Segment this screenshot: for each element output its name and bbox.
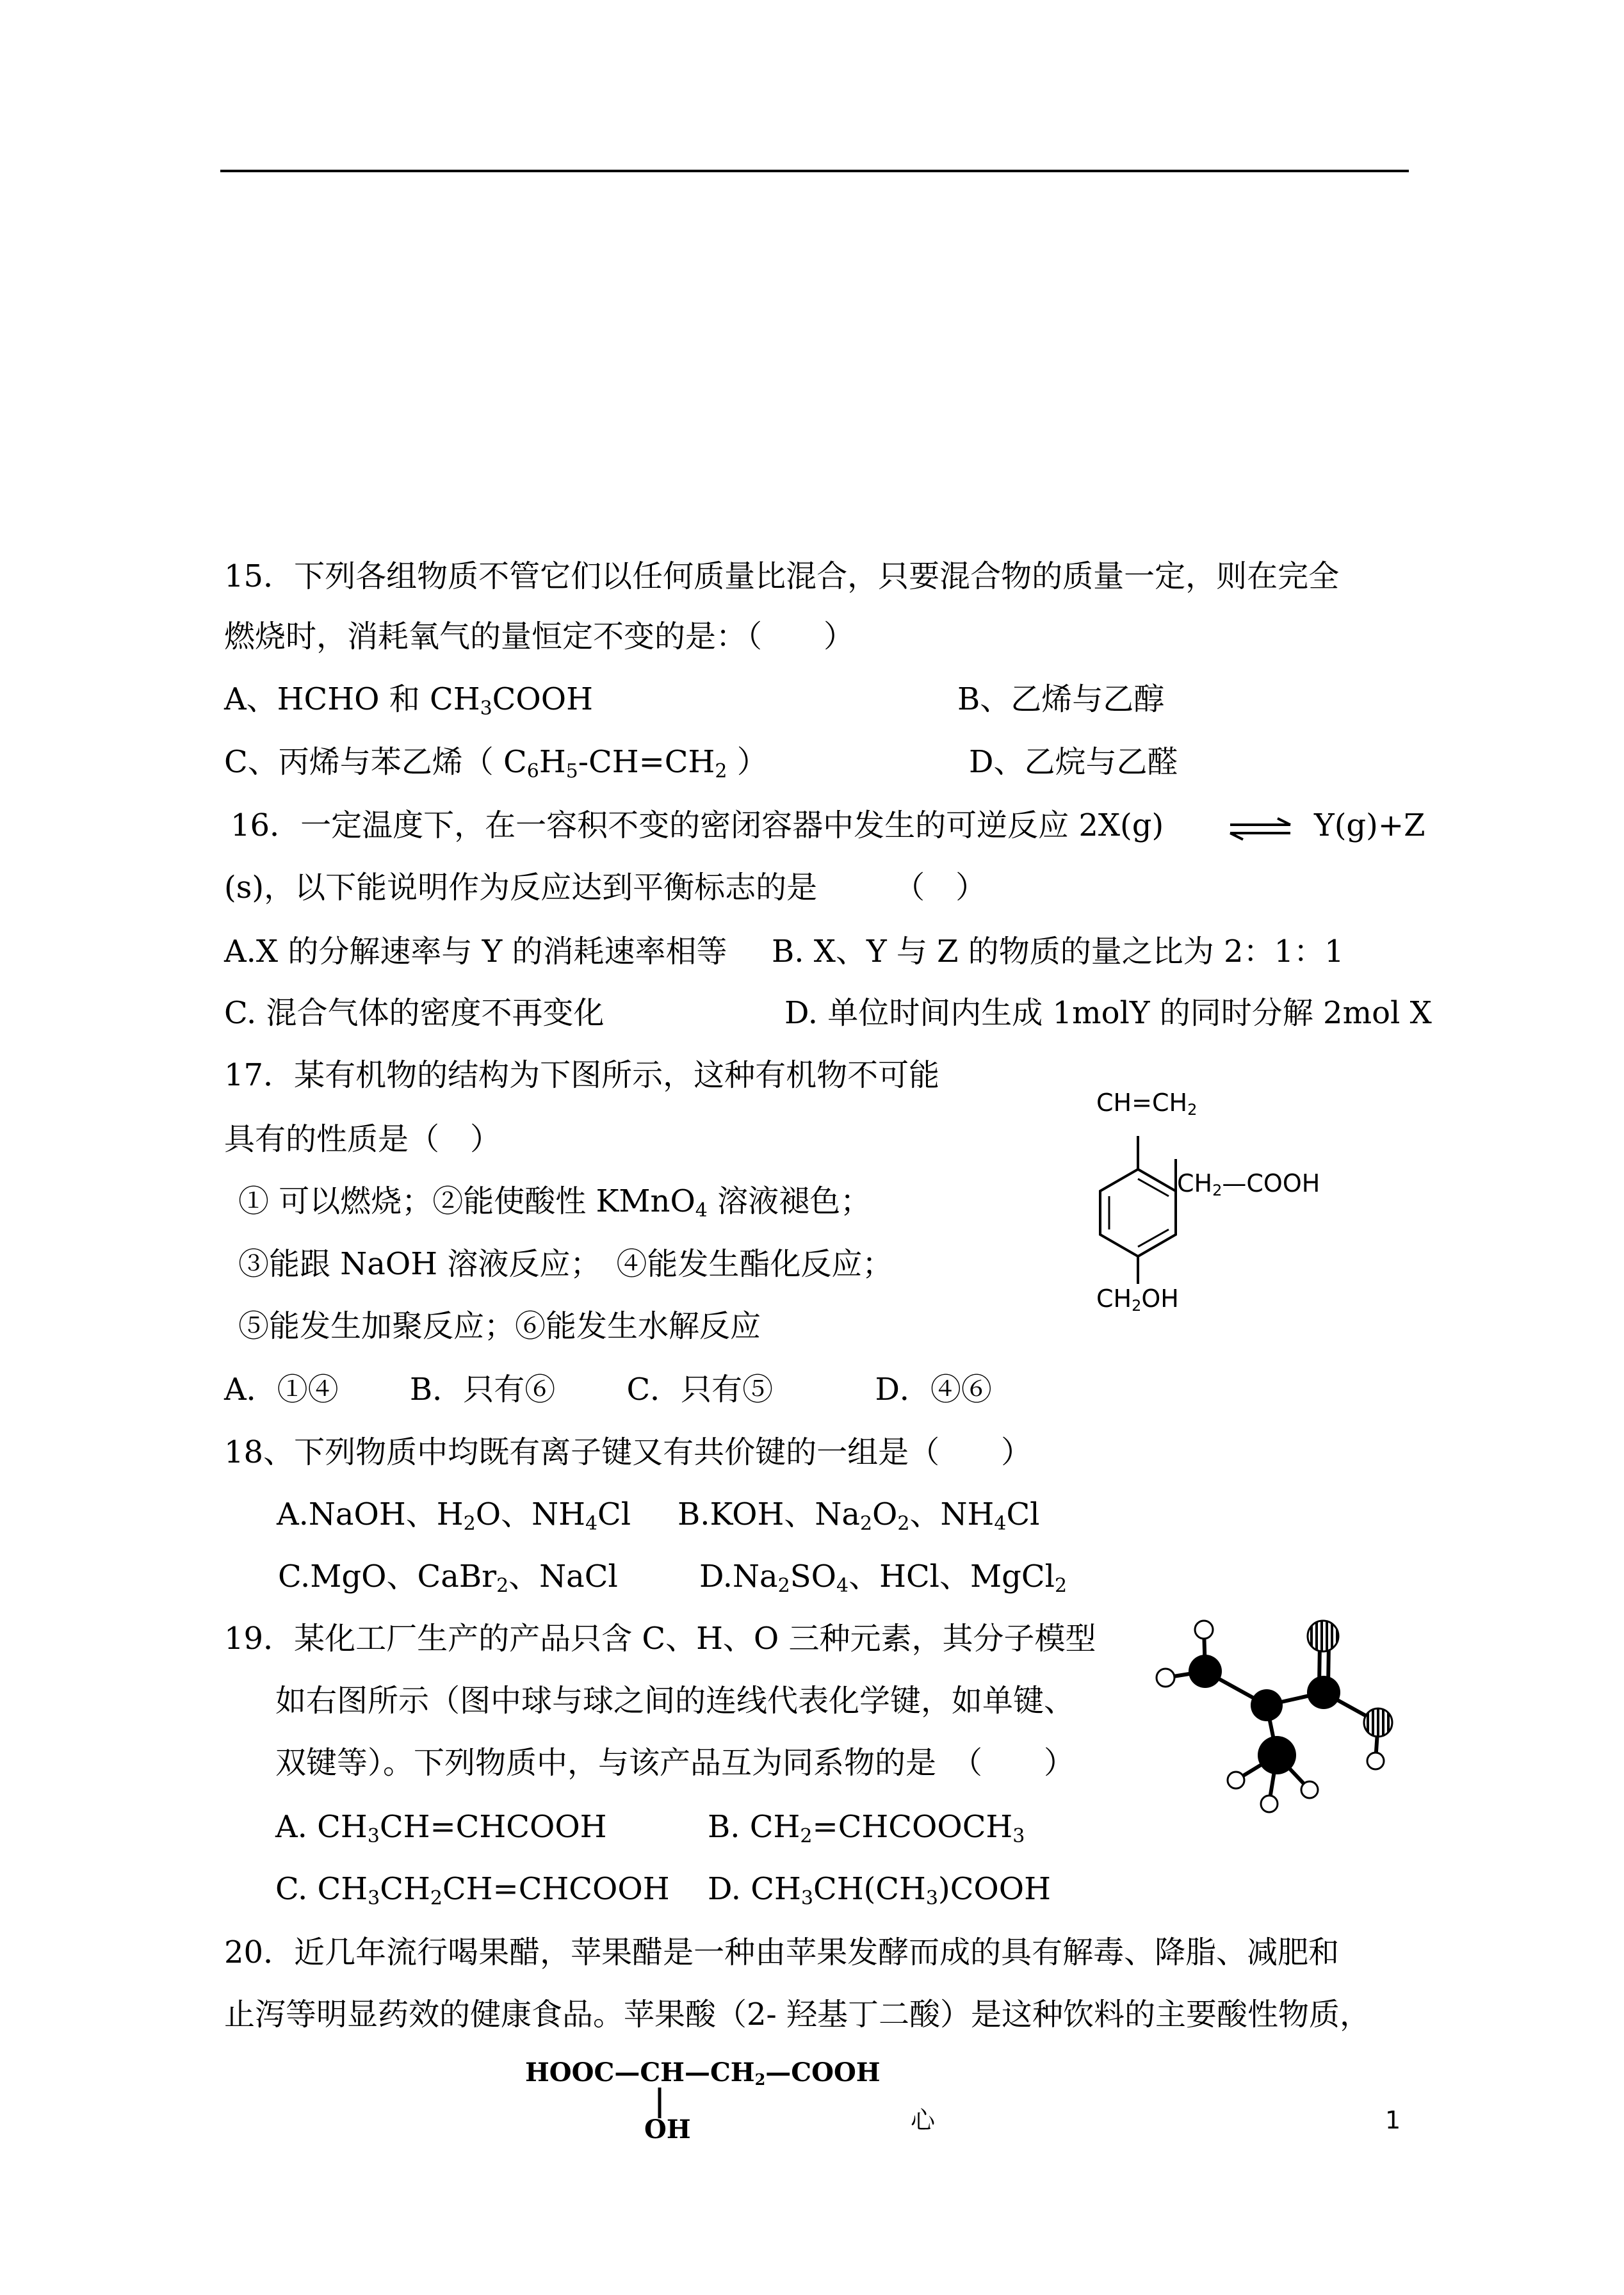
q15-option-d: D、乙烷与乙醛 (969, 744, 1178, 780)
q18-option-a: A.NaOH、$H_2O$、$NH_4Cl$ (277, 1496, 631, 1535)
q19-option-d: D. $CH_3CH(CH_3)COOH$ (708, 1871, 1051, 1910)
q17-line2: 具有的性质是（ ） (224, 1121, 501, 1157)
q18-option-c: C.MgO、CaBr$_2$、NaCl (278, 1559, 618, 1597)
q17-line4: ③能跟 NaOH 溶液反应； ④能发生酯化反应； (238, 1246, 893, 1282)
q20-line2: 止泻等明显药效的健康食品。苹果酸（2- 羟基丁二酸）是这种饮料的主要酸性物质， (224, 1997, 1371, 2032)
q19-option-c: C. $CH_3CH_2CH=CHCOOH$ (275, 1871, 670, 1910)
hydroxymethyl-group-label: $CH_2OH$ (1096, 1285, 1179, 1315)
q20-line1: 20．近几年流行喝果醋，苹果醋是一种由苹果发酵而成的具有解毒、降脂、减肥和 (224, 1934, 1340, 1970)
equilibrium-arrow-icon (1226, 816, 1297, 842)
q15-line1: 15．下列各组物质不管它们以任何质量比混合，只要混合物的质量一定，则在完全 (224, 558, 1340, 594)
q19-line3: 双键等）。下列物质中，与该产品互为同系物的是 （ ） (275, 1745, 1075, 1781)
q19-option-a: A. $CH_3CH=CHCOOH$ (275, 1809, 607, 1847)
q19-line2: 如右图所示（图中球与球之间的连线代表化学键，如单键、 (275, 1683, 1075, 1719)
footer-center-text: 心 (911, 2106, 936, 2134)
q16-option-d: D. 单位时间内生成 1molY 的同时分解 2mol X (784, 995, 1432, 1031)
q18-option-d: $D.Na_2SO_4$、HCl、MgCl$_2$ (699, 1559, 1068, 1597)
q16-option-c: C. 混合气体的密度不再变化 (224, 995, 605, 1031)
q15-line2: 燃烧时，消耗氧气的量恒定不变的是：（ ） (224, 619, 855, 654)
q19-line1: 19．某化工厂生产的产品只含 C、H、O 三种元素，其分子模型 (224, 1621, 1096, 1657)
header-rule (220, 170, 1409, 172)
formula-hydroxyl-label: OH (644, 2114, 691, 2145)
carboxymethyl-group-label: $CH_2—COOH$ (1177, 1169, 1320, 1199)
q17-line5: ⑤能发生加聚反应；⑥能发生水解反应 (238, 1308, 761, 1344)
q15-option-b: B、乙烯与乙醇 (957, 681, 1165, 717)
q17-line1: 17．某有机物的结构为下图所示，这种有机物不可能 (224, 1057, 940, 1093)
q17-line3: ① 可以燃烧；②能使酸性 KMnO$_4$ 溶液褪色； (238, 1183, 872, 1222)
q18-line1: 18、下列物质中均既有离子键又有共价键的一组是（ ） (224, 1434, 1032, 1470)
q16-line2: (s)，以下能说明作为反应达到平衡标志的是 （ ） (224, 870, 987, 905)
q15-option-a: A、HCHO 和 $CH_3COOH$ (224, 681, 593, 720)
molecule-model (1146, 1610, 1409, 1815)
q16-line1-end: Y(g)+Z (1314, 807, 1425, 843)
benzene-ring-structure (1063, 1127, 1217, 1306)
vinyl-group-label: $CH=CH_2$ (1096, 1089, 1198, 1119)
q15-option-c: C、丙烯与苯乙烯（ $C_6H_5-CH=CH_2$ ） (224, 744, 768, 783)
q17-options: A．①④ B．只有⑥ C．只有⑤ D．④⑥ (224, 1372, 992, 1407)
page-number: 1 (1385, 2106, 1401, 2134)
malic-acid-formula: $HOOC—CH—CH_2—COOH$ (525, 2057, 881, 2089)
q16-option-b: B. X、Y 与 Z 的物质的量之比为 2：1：1 (772, 934, 1344, 969)
q16-line1-start: 16．一定温度下，在一容积不变的密闭容器中发生的可逆反应 2X(g) (231, 807, 1164, 843)
q18-option-b: B.KOH、$Na_2O_2$、$NH_4Cl$ (678, 1496, 1040, 1535)
q19-option-b: B. $CH_2=CHCOOCH_3$ (708, 1809, 1025, 1847)
q16-option-a: A.X 的分解速率与 Y 的消耗速率相等 (224, 934, 727, 969)
